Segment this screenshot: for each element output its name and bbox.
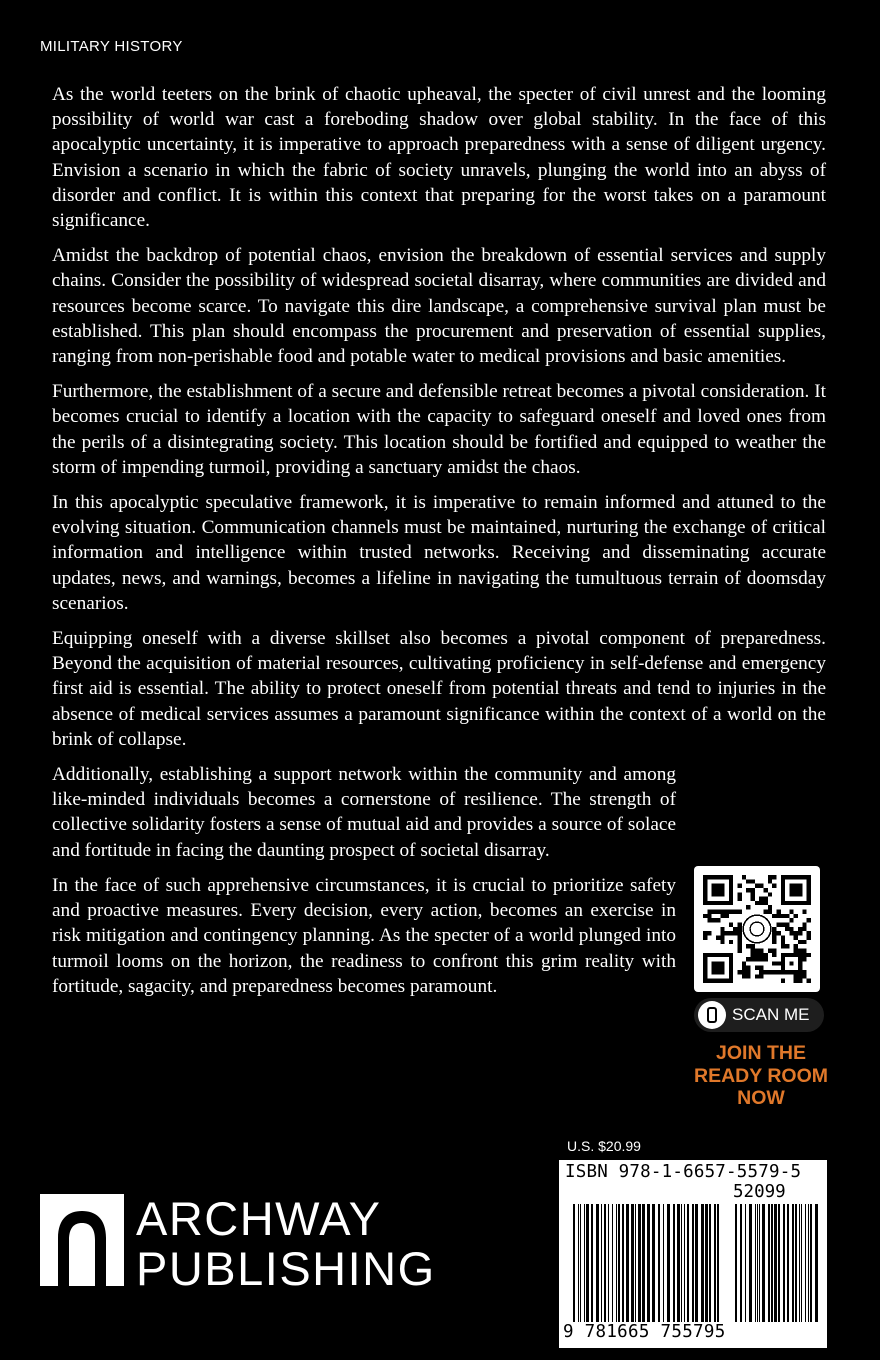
isbn-label: ISBN 978-1-6657-5579-5 bbox=[565, 1162, 802, 1182]
cta-line-3: NOW bbox=[737, 1087, 785, 1109]
barcode-bars bbox=[573, 1204, 723, 1324]
join-ready-room-cta bbox=[676, 1042, 846, 1110]
publisher-name-line1: ARCHWAY bbox=[136, 1192, 382, 1245]
paragraph-3: Furthermore, the establishment of a secure and defensible retreat becomes a pivotal consideration. It becomes crucial to identify a location with the capacity to safeguard oneself and loved ones from the perils of a disintegrating society. This location should be fortified and equipped to weather the storm of impending turmoil, providing a sanctuary amidst the chaos. bbox=[52, 381, 826, 478]
scan-me-badge[interactable] bbox=[694, 998, 824, 1032]
publisher-name-line2: PUBLISHING bbox=[136, 1242, 436, 1295]
cta-line-2: READY ROOM bbox=[694, 1064, 828, 1087]
paragraph-5: Equipping oneself with a diverse skillset also becomes a pivotal component of preparedness. Beyond the acquisition of material resources, cultivating proficiency in self-defense and emergency first aid is essential. The ability to protect oneself from potential threats and tend to injuries in the absence of medical services assumes a paramount significance within the context of a world on the brink of collapse. bbox=[52, 628, 826, 750]
genre-label: MILITARY HISTORY bbox=[40, 38, 183, 55]
price-label: U.S. $20.99 bbox=[567, 1138, 641, 1154]
isbn-barcode bbox=[559, 1160, 827, 1348]
paragraph-7: In the face of such apprehensive circumstances, it is crucial to prioritize safety and proactive measures. Every decision, every action, becomes an exercise in risk mitigation and contingency planning. As the specter of a world plunged into turmoil looms on the horizon, the readiness to confront this grim reality with fortitude, sagacity, and preparedness becomes paramount. bbox=[52, 874, 676, 997]
qr-code-icon bbox=[703, 875, 811, 983]
paragraph-6: Additionally, establishing a support network within the community and among like-minded individuals becomes a cornerstone of resilience. The strength of collective solidarity fosters a sense of mutual aid and provides a source of solace and fortitude in facing the daunting prospect of societal disarray. bbox=[52, 764, 676, 861]
paragraph-4: In this apocalyptic speculative framework, it is imperative to remain informed and attuned to the evolving situation. Communication channels must be maintained, nurturing the exchange of critical information and intelligence within trusted networks. Receiving and disseminating accurate updates, news, and warnings, becomes a lifeline in navigating the tumultuous terrain of doomsday scenarios. bbox=[52, 492, 826, 614]
paragraph-1: As the world teeters on the brink of chaotic upheaval, the specter of civil unrest and the looming possibility of world war cast a foreboding shadow over global stability. In the face of this apocalyptic uncertainty, it is imperative to approach preparedness with a sense of diligent urgency. Envision a scenario in which the fabric of society unravels, plunging the world into an abyss of disorder and conflict. It is within this context that preparing for the worst takes on a paramount significance. bbox=[52, 84, 826, 232]
archway-logo-icon bbox=[40, 1194, 124, 1286]
price-code-bars bbox=[735, 1204, 819, 1324]
paragraph-2: Amidst the backdrop of potential chaos, envision the breakdown of essential services and supply chains. Consider the possibility of widespread societal disarray, where communities are divided and resources become scarce. To navigate this dire landscape, a comprehensive survival plan must be established. This plan should encompass the procurement and preservation of essential supplies, ranging from non-perishable food and potable water to medical provisions and basic amenities. bbox=[52, 245, 826, 368]
scan-me-label: SCAN ME bbox=[732, 1005, 810, 1024]
price-code: 52099 bbox=[733, 1182, 786, 1202]
ean-digits: 9 781665 755795 bbox=[563, 1322, 726, 1342]
qr-code[interactable] bbox=[694, 866, 820, 992]
phone-icon bbox=[698, 1001, 726, 1029]
cta-line-1: JOIN THE bbox=[716, 1042, 806, 1064]
